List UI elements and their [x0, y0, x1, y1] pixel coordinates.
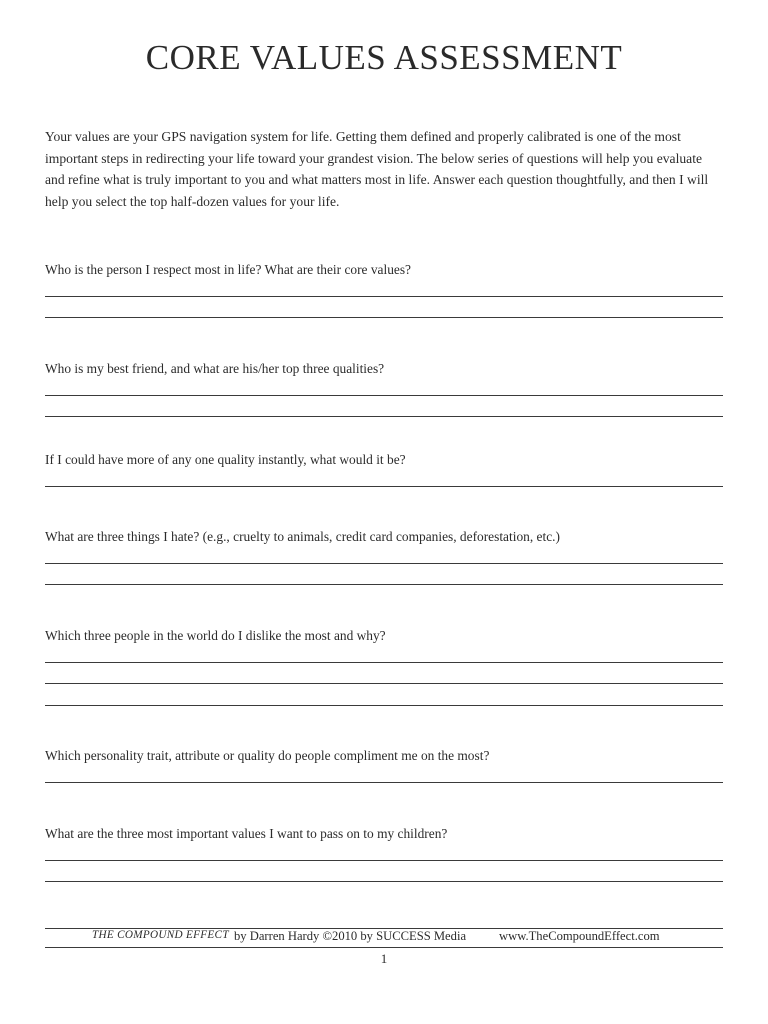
- question-6: Which personality trait, attribute or quality do people compliment me on the most?: [45, 748, 490, 763]
- answer-line[interactable]: [45, 416, 723, 417]
- question-1: Who is the person I respect most in life? What are their core values?: [45, 262, 411, 277]
- answer-line[interactable]: [45, 317, 723, 318]
- question-4: What are three things I hate? (e.g., cruelty to animals, credit card companies, deforestation, etc.): [45, 529, 560, 544]
- answer-line[interactable]: [45, 486, 723, 487]
- answer-line[interactable]: [45, 296, 723, 297]
- intro-paragraph: Your values are your GPS navigation system for life. Getting them defined and properly calibrated is one of the most important steps in redirecting your life toward your grandest vision. The below series of questions will help you evaluate and refine what is truly important to you and what matters most in life. Answer each question thoughtfully, and then I will help you select the top half-dozen values for your life.: [45, 129, 709, 209]
- answer-line[interactable]: [45, 881, 723, 882]
- question-3: If I could have more of any one quality instantly, what would it be?: [45, 452, 406, 467]
- page-title: CORE VALUES ASSESSMENT: [145, 38, 623, 77]
- footer-book-title: THE COMPOUND EFFECT: [92, 929, 229, 941]
- question-7: What are the three most important values I want to pass on to my children?: [45, 826, 448, 841]
- footer-url: www.TheCompoundEffect.com: [499, 929, 660, 943]
- question-5: Which three people in the world do I dislike the most and why?: [45, 628, 386, 643]
- answer-line[interactable]: [45, 860, 723, 861]
- answer-line[interactable]: [45, 395, 723, 396]
- page-number: 1: [380, 951, 388, 966]
- footer-rule-bottom: [45, 947, 723, 948]
- answer-line[interactable]: [45, 782, 723, 783]
- question-2: Who is my best friend, and what are his/her top three qualities?: [45, 361, 385, 376]
- answer-line[interactable]: [45, 584, 723, 585]
- answer-line[interactable]: [45, 563, 723, 564]
- answer-line[interactable]: [45, 683, 723, 684]
- answer-line[interactable]: [45, 662, 723, 663]
- answer-line[interactable]: [45, 705, 723, 706]
- footer-byline: by Darren Hardy ©2010 by SUCCESS Media: [234, 929, 467, 943]
